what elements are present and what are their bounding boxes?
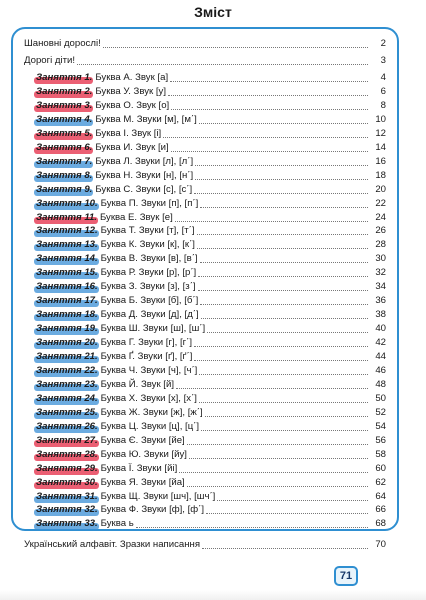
- lesson-title: Буква В. Звуки [в], [в΄]: [100, 253, 198, 264]
- toc-lesson-label: [36, 377, 174, 392]
- toc-page-number: 16: [375, 156, 386, 167]
- lesson-number-text: Заняття 17.: [36, 295, 98, 306]
- toc-leader-dots: [200, 248, 368, 263]
- toc-lesson-label: [36, 126, 161, 141]
- lesson-number-text: Заняття 27.: [36, 435, 98, 446]
- toc-page-number: 20: [375, 184, 386, 195]
- toc-page-number: 24: [375, 212, 386, 223]
- toc-leader-dots: [202, 534, 368, 549]
- lesson-number: [36, 504, 98, 515]
- toc-page-number: 28: [375, 239, 386, 250]
- lesson-number-text: Заняття 25.: [36, 407, 98, 418]
- toc-leader-dots: [206, 499, 368, 514]
- toc-leader-dots: [194, 179, 368, 194]
- lesson-title: Буква Р. Звуки [р], [р΄]: [100, 267, 197, 278]
- lesson-number: [36, 295, 98, 306]
- toc-lesson-label: [36, 433, 185, 448]
- toc-leader-dots: [187, 472, 368, 487]
- toc-leader-dots: [198, 262, 368, 277]
- toc-page-number: 60: [375, 463, 386, 474]
- lesson-number: [36, 477, 98, 488]
- toc-page-number: 26: [375, 225, 386, 236]
- toc-page-number: 12: [375, 128, 386, 139]
- lesson-number: [36, 225, 98, 236]
- lesson-number: [36, 86, 92, 97]
- toc-leader-dots: [195, 165, 368, 180]
- lesson-title: Буква Ю. Звуки [йу]: [100, 449, 187, 460]
- lesson-title: Буква Ґ. Звуки [ґ], [ґ΄]: [100, 351, 193, 362]
- toc-lesson-label: [36, 237, 195, 252]
- toc-page-number: 22: [375, 198, 386, 209]
- lesson-number-text: Заняття 13.: [36, 239, 98, 250]
- lesson-title: Буква М. Звуки [м], [м΄]: [95, 114, 197, 125]
- toc-lesson-label: [36, 140, 169, 155]
- lesson-number: [36, 184, 92, 195]
- lesson-title: Буква О. Звук [о]: [95, 100, 170, 111]
- toc-leader-dots: [197, 234, 368, 249]
- lesson-title: Буква Б. Звуки [б], [б΄]: [100, 295, 199, 306]
- lesson-number-text: Заняття 2.: [36, 86, 93, 97]
- toc-leader-dots: [199, 388, 368, 403]
- lesson-number-text: Заняття 1.: [36, 72, 93, 83]
- lesson-title: Буква Ч. Звуки [ч], [ч΄]: [100, 365, 198, 376]
- lesson-number-text: Заняття 32.: [36, 504, 98, 515]
- toc-lesson-label: [36, 168, 193, 183]
- toc-lesson-label: [36, 391, 197, 406]
- lesson-number-text: Заняття 5.: [36, 128, 93, 139]
- toc-lesson-label: [36, 321, 205, 336]
- toc-lesson-label: [36, 363, 197, 378]
- lesson-number-text: Заняття 16.: [36, 281, 98, 292]
- lesson-number-text: Заняття 4.: [36, 114, 93, 125]
- lesson-number: [36, 463, 98, 474]
- toc-page-number: 52: [375, 407, 386, 418]
- lesson-title: Буква Ф. Звуки [ф], [ф΄]: [100, 504, 205, 515]
- lesson-number-text: Заняття 23.: [36, 379, 98, 390]
- toc-page-number: 70: [375, 539, 386, 550]
- toc-lesson-label: [36, 265, 196, 280]
- toc-page-number: 46: [375, 365, 386, 376]
- toc-leader-dots: [171, 137, 368, 152]
- lesson-title: Буква Ш. Звуки [ш], [ш΄]: [100, 323, 206, 334]
- lesson-number: [36, 142, 92, 153]
- toc-leader-dots: [168, 81, 368, 96]
- toc-page-number: 6: [380, 86, 386, 97]
- toc-page-number: 4: [380, 72, 386, 83]
- lesson-number-text: Заняття 3.: [36, 100, 93, 111]
- lesson-number: [36, 435, 98, 446]
- lesson-number: [36, 72, 92, 83]
- toc-page-number: 56: [375, 435, 386, 446]
- toc-lesson-label: [36, 251, 198, 266]
- toc-page-number: 14: [375, 142, 386, 153]
- toc-lesson-label: [36, 349, 192, 364]
- lesson-number: [36, 281, 98, 292]
- toc-lesson-label: [36, 279, 196, 294]
- toc-leader-dots: [77, 50, 368, 65]
- toc-page-number: 34: [375, 281, 386, 292]
- toc-lesson-label: [36, 182, 192, 197]
- toc-leader-dots: [198, 276, 368, 291]
- toc-leader-dots: [194, 332, 368, 347]
- lesson-number-text: Заняття 11.: [36, 212, 97, 223]
- toc-leader-dots: [176, 374, 368, 389]
- toc-lesson-label: [36, 447, 187, 462]
- toc-lesson-label: [36, 70, 168, 85]
- toc-page-number: 66: [375, 504, 386, 515]
- lesson-title: Буква И. Звук [и]: [95, 142, 169, 153]
- lesson-title: Буква Ж. Звуки [ж], [ж΄]: [100, 407, 203, 418]
- toc-leader-dots: [195, 151, 368, 166]
- lesson-number: [36, 156, 92, 167]
- toc-leader-dots: [170, 67, 368, 82]
- toc-lesson-label: [36, 84, 166, 99]
- lesson-number-text: Заняття 18.: [36, 309, 98, 320]
- page-title: Зміст: [194, 4, 232, 20]
- lesson-number: [36, 407, 98, 418]
- lesson-number-text: Заняття 21.: [36, 351, 98, 362]
- toc-lesson-label: [36, 405, 203, 420]
- lesson-number-text: Заняття 30.: [36, 477, 98, 488]
- toc-leader-dots: [194, 346, 368, 361]
- lesson-number: [36, 114, 92, 125]
- lesson-number: [36, 351, 98, 362]
- lesson-title: Буква У. Звук [у]: [95, 86, 167, 97]
- lesson-number-text: Заняття 33.: [36, 518, 98, 529]
- lesson-number: [36, 421, 98, 432]
- toc-entry-label: Український алфавіт. Зразки написання: [24, 539, 201, 550]
- page-number-badge: 71: [334, 566, 358, 586]
- lesson-title: Буква Д. Звуки [д], [д΄]: [100, 309, 199, 320]
- lesson-number: [36, 393, 98, 404]
- lesson-title: Буква Х. Звуки [х], [х΄]: [100, 393, 197, 404]
- lesson-number-text: Заняття 29.: [36, 463, 98, 474]
- toc-lesson-label: [36, 461, 177, 476]
- toc-lesson-label: [36, 335, 192, 350]
- lesson-title: Буква С. Звуки [с], [с΄]: [95, 184, 193, 195]
- toc-page-number: 62: [375, 477, 386, 488]
- toc-page-number: 38: [375, 309, 386, 320]
- toc-leader-dots: [179, 458, 368, 473]
- toc-lesson-label: [36, 196, 198, 211]
- toc-leader-dots: [200, 290, 368, 305]
- lesson-number: [36, 309, 98, 320]
- lesson-number: [36, 379, 98, 390]
- toc-page-number: 50: [375, 393, 386, 404]
- lesson-number: [36, 239, 98, 250]
- toc-page-number: 3: [380, 55, 386, 66]
- lesson-number-text: Заняття 14.: [36, 253, 98, 264]
- lesson-number: [36, 518, 98, 529]
- lesson-number-text: Заняття 20.: [36, 337, 98, 348]
- toc-page-number: 32: [375, 267, 386, 278]
- lesson-title: Буква Г. Звуки [г], [г΄]: [100, 337, 192, 348]
- lesson-number-text: Заняття 28.: [36, 449, 98, 460]
- toc-lesson-label: [36, 154, 193, 169]
- lesson-number: [36, 170, 92, 181]
- toc-leader-dots: [201, 416, 368, 431]
- lesson-number-text: Заняття 31.: [36, 491, 98, 502]
- toc-page-number: 36: [375, 295, 386, 306]
- toc-page-number: 54: [375, 421, 386, 432]
- toc-page-number: 2: [380, 38, 386, 49]
- lesson-number-text: Заняття 9.: [36, 184, 93, 195]
- lesson-title: Буква А. Звук [а]: [95, 72, 169, 83]
- toc-leader-dots: [189, 444, 368, 459]
- lesson-number: [36, 100, 92, 111]
- toc-entry-label: Дорогі діти!: [24, 55, 76, 66]
- toc-page-number: 40: [375, 323, 386, 334]
- lesson-number: [36, 365, 98, 376]
- toc-leader-dots: [197, 220, 368, 235]
- toc-lesson-label: [36, 223, 195, 238]
- lesson-number: [36, 128, 92, 139]
- lesson-number: [36, 253, 98, 264]
- lesson-title: Буква Ї. Звуки [йі]: [100, 463, 178, 474]
- toc-leader-dots: [163, 123, 368, 138]
- lesson-title: Буква К. Звуки [к], [к΄]: [100, 239, 195, 250]
- lesson-title: Буква Л. Звуки [л], [л΄]: [95, 156, 194, 167]
- toc-page-number: 8: [380, 100, 386, 111]
- lesson-number-text: Заняття 7.: [36, 156, 93, 167]
- toc-page-number: 18: [375, 170, 386, 181]
- toc-entry: [0, 537, 426, 552]
- toc-lesson-label: [36, 293, 198, 308]
- lesson-title: Буква Є. Звуки [йе]: [100, 435, 185, 446]
- toc-leader-dots: [136, 513, 368, 528]
- lesson-title: Буква Т. Звуки [т], [т΄]: [100, 225, 195, 236]
- toc-lesson-row: [0, 516, 426, 531]
- toc-leader-dots: [199, 360, 368, 375]
- toc-lesson-label: [36, 98, 169, 113]
- toc-lesson-label: [36, 475, 185, 490]
- lesson-number: [36, 491, 98, 502]
- lesson-number: [36, 449, 98, 460]
- lesson-number-text: Заняття 26.: [36, 421, 98, 432]
- toc-page-number: 44: [375, 351, 386, 362]
- toc-leader-dots: [205, 402, 368, 417]
- lesson-number-text: Заняття 8.: [36, 170, 93, 181]
- lesson-title: Буква З. Звуки [з], [з΄]: [100, 281, 196, 292]
- toc-page-number: 48: [375, 379, 386, 390]
- toc-page-number: 42: [375, 337, 386, 348]
- toc-leader-dots: [187, 430, 368, 445]
- lesson-title: Буква Щ. Звуки [шч], [шч΄]: [100, 491, 216, 502]
- toc-leader-dots: [207, 318, 368, 333]
- toc-lesson-label: [36, 307, 199, 322]
- lesson-number-text: Заняття 22.: [36, 365, 98, 376]
- lesson-number: [36, 323, 98, 334]
- lesson-number-text: Заняття 10.: [36, 198, 98, 209]
- toc-leader-dots: [103, 33, 368, 48]
- lesson-title: Буква Я. Звуки [йа]: [100, 477, 185, 488]
- lesson-title: Буква Ц. Звуки [ц], [ц΄]: [100, 421, 200, 432]
- toc-leader-dots: [200, 193, 368, 208]
- lesson-title: Буква Й. Звук [й]: [100, 379, 174, 390]
- lesson-number: [36, 198, 98, 209]
- lesson-title: Буква І. Звук [і]: [95, 128, 162, 139]
- lesson-title: Буква Н. Звуки [н], [н΄]: [95, 170, 194, 181]
- toc-page-number: 30: [375, 253, 386, 264]
- toc-page-number: 64: [375, 491, 386, 502]
- toc-leader-dots: [199, 109, 368, 124]
- toc-lesson-label: [36, 419, 199, 434]
- toc-page-number: 10: [375, 114, 386, 125]
- toc-entry: [0, 53, 426, 68]
- lesson-number: [36, 212, 97, 223]
- toc-leader-dots: [171, 95, 368, 110]
- toc-leader-dots: [201, 304, 368, 319]
- page-footer-shade: [0, 590, 426, 600]
- toc-page-number: 58: [375, 449, 386, 460]
- toc-entry-label: Шановні дорослі!: [24, 38, 101, 49]
- lesson-title: Буква ь: [100, 518, 134, 529]
- lesson-number-text: Заняття 24.: [36, 393, 98, 404]
- lesson-title: Буква П. Звуки [п], [п΄]: [100, 198, 199, 209]
- lesson-title: Буква Е. Звук [е]: [99, 212, 173, 223]
- lesson-number-text: Заняття 12.: [36, 225, 98, 236]
- lesson-number-text: Заняття 15.: [36, 267, 98, 278]
- toc-page-number: 68: [375, 518, 386, 529]
- toc-entry: [0, 36, 426, 51]
- toc-lesson-label: [36, 516, 134, 531]
- lesson-number: [36, 267, 98, 278]
- lesson-number: [36, 337, 98, 348]
- lesson-number-text: Заняття 19.: [36, 323, 98, 334]
- lesson-number-text: Заняття 6.: [36, 142, 93, 153]
